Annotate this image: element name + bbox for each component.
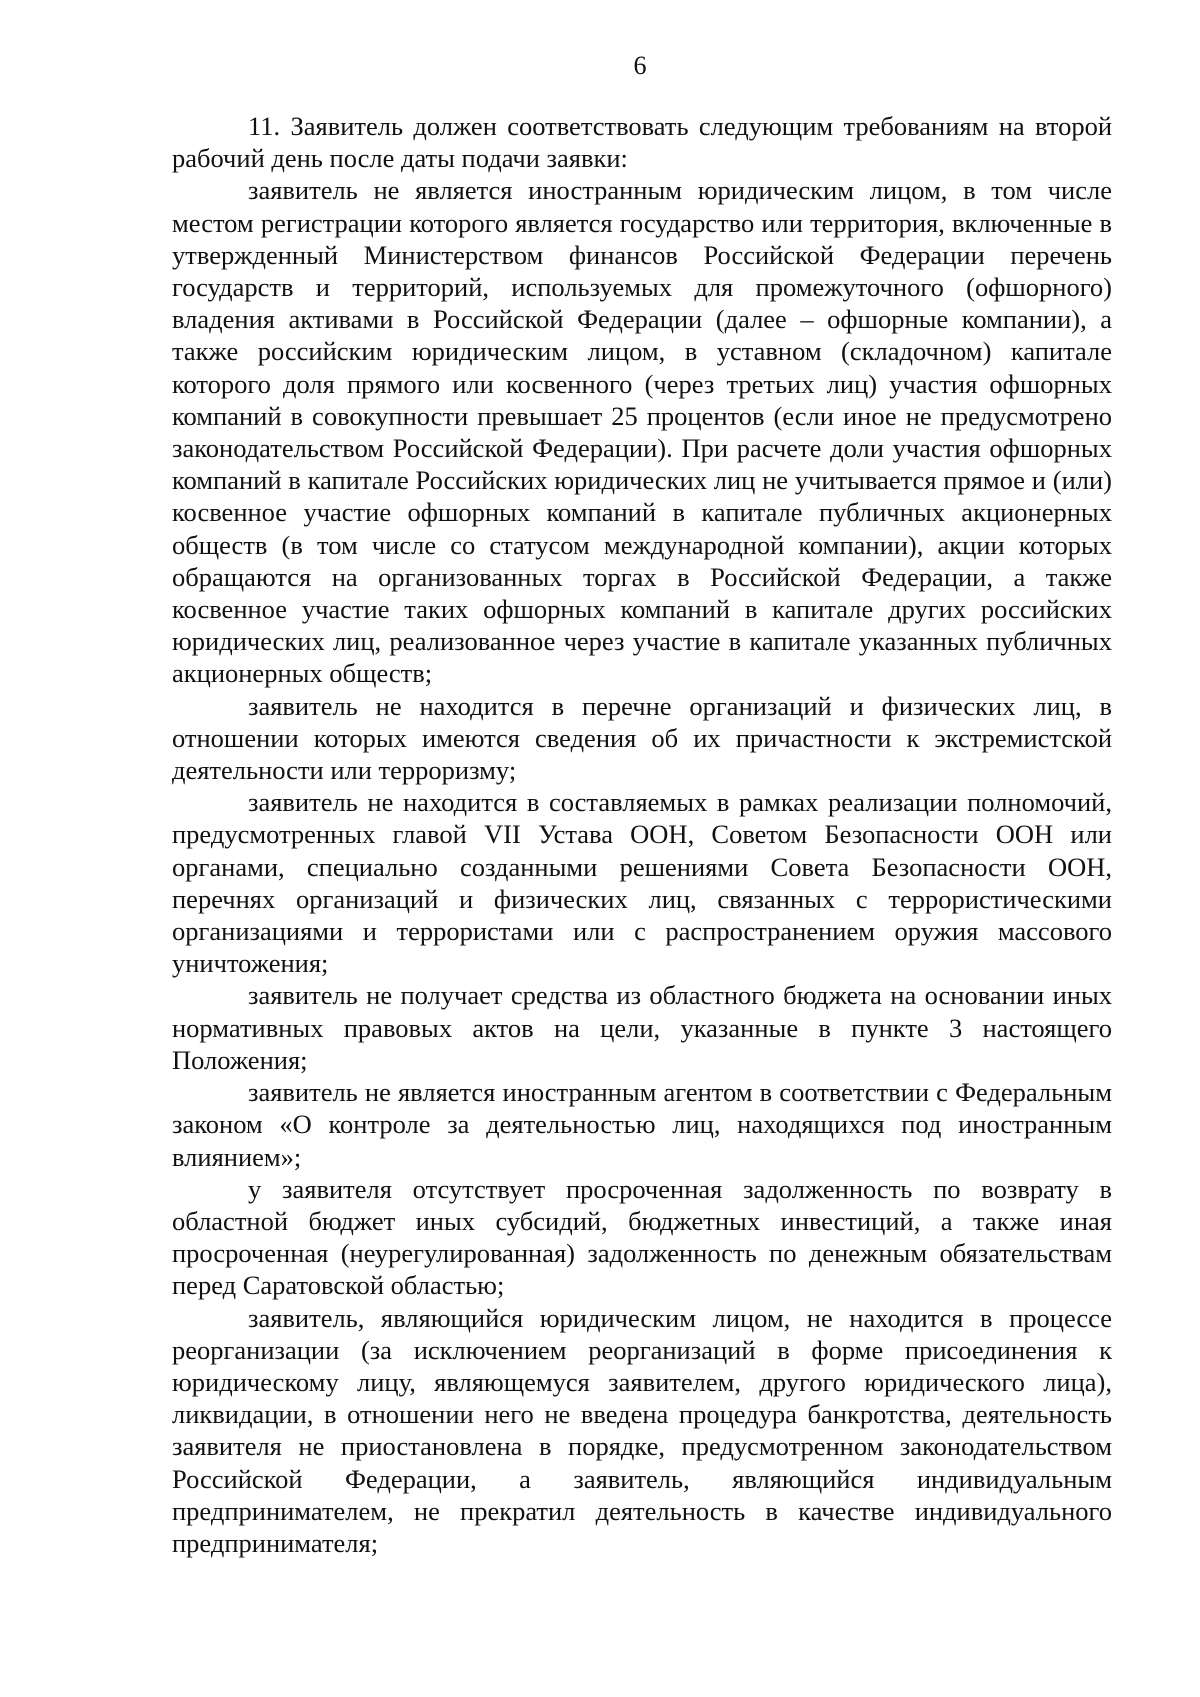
paragraph-overdue-debt: у заявителя отсутствует просроченная задолженность по возврату в областной бюджет иных субсидий, бюджетных инвестиций, а также иная просроченная (неурегулированная) задолженность по денежным обязательствам перед Саратовской областью; — [172, 1173, 1112, 1301]
paragraph-requirements-intro: 11. Заявитель должен соответствовать следующим требованиям на второй рабочий день после даты подачи заявки: — [172, 111, 1112, 174]
paragraph-foreign-agent: заявитель не является иностранным агентом в соответствии с Федеральным законом «О контроле за деятельностью лиц, находящихся под иностранным влиянием»; — [172, 1077, 1112, 1172]
paragraph-un-sanctions-list: заявитель не находится в составляемых в рамках реализации полномочий, предусмотренных главой VII Устава ООН, Советом Безопасности ООН или органами, специально созданными решениями Совета Безопасности ООН, перечнях организаций и физических лиц, связанных с террористическими организациями и террористами или с распространением оружия массового уничтожения; — [172, 787, 1112, 979]
document-body — [172, 110, 1112, 1559]
page-number: 6 — [633, 51, 647, 80]
paragraph-regional-budget-funds: заявитель не получает средства из областного бюджета на основании иных нормативных правовых актов на цели, указанные в пункте 3 настоящего Положения; — [172, 980, 1112, 1075]
paragraph-extremism-list: заявитель не находится в перечне организаций и физических лиц, в отношении которых имеются сведения об их причастности к экстремистской деятельности или терроризму; — [172, 690, 1112, 786]
paragraph-reorganization-bankruptcy: заявитель, являющийся юридическим лицом, не находится в процессе реорганизации (за исключением реорганизаций в форме присоединения к юридическому лицу, являющемуся заявителем, другого юридического лица), ликвидации, в отношении него не введена процедура банкротства, деятельность заявителя не приостановлена в порядке, предусмотренном законодательством Российской Федерации, а заявитель, являющийся индивидуальным предпринимателем, не прекратил деятельность в качестве индивидуального предпринимателя; — [172, 1302, 1112, 1558]
paragraph-offshore-companies: заявитель не является иностранным юридическим лицом, в том числе местом регистрации которого является государство или территория, включенные в утвержденный Министерством финансов Российской Федерации перечень государств и территорий, используемых для промежуточного (офшорного) владения активами в Российской Федерации (далее – офшорные компании), а также российским юридическим лицом, в уставном (складочном) капитале которого доля прямого или косвенного (через третьих лиц) участия офшорных компаний в совокупности превышает 25 процентов (если иное не предусмотрено законодательством Российской Федерации). При расчете доли участия офшорных компаний в капитале Российских юридических лиц не учитывается прямое и (или) косвенное участие офшорных компаний в капитале публичных акционерных обществ (в том числе со статусом международной компании), акции которых обращаются на организованных торгах в Российской Федерации, а также косвенное участие таких офшорных компаний в капитале других российских юридических лиц, реализованное через участие в капитале указанных публичных акционерных обществ; — [172, 175, 1112, 689]
